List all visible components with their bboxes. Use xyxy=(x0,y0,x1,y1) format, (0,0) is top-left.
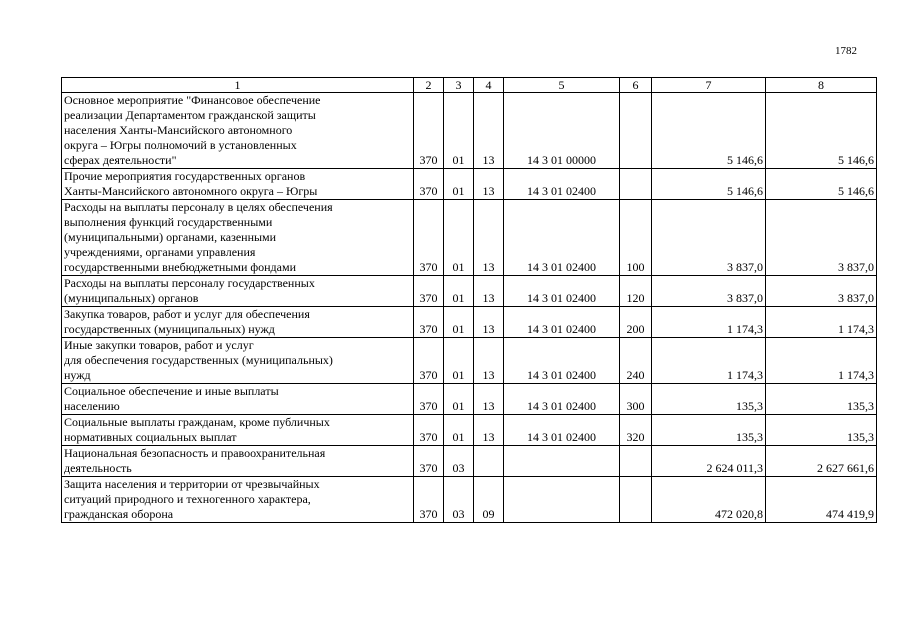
cell-amount-col8: 1 174,3 xyxy=(766,307,877,338)
cell-amount-col7: 3 837,0 xyxy=(652,200,766,276)
cell-expense-type: 300 xyxy=(620,384,652,415)
cell-section: 01 xyxy=(444,415,474,446)
row-name: Иные закупки товаров, работ и услуг для обеспечения государственных (муниципальных) нужд xyxy=(62,338,414,384)
cell-amount-col7: 472 020,8 xyxy=(652,477,766,523)
cell-section: 01 xyxy=(444,200,474,276)
cell-section: 01 xyxy=(444,93,474,169)
cell-target-article: 14 3 01 02400 xyxy=(504,338,620,384)
cell-expense-type xyxy=(620,169,652,200)
cell-subsection: 13 xyxy=(474,93,504,169)
row-name: Расходы на выплаты персоналу в целях обеспечения выполнения функций государственными (муниципальными) органами, казенными учреждениями, органами управления государственными внебюджетными фондами xyxy=(62,200,414,276)
cell-amount-col8: 135,3 xyxy=(766,384,877,415)
cell-amount-col8: 3 837,0 xyxy=(766,276,877,307)
cell-amount-col8: 5 146,6 xyxy=(766,93,877,169)
row-name: Национальная безопасность и правоохранительная деятельность xyxy=(62,446,414,477)
cell-amount-col7: 5 146,6 xyxy=(652,169,766,200)
cell-section: 01 xyxy=(444,384,474,415)
page-number: 1782 xyxy=(835,45,857,57)
cell-amount-col7: 1 174,3 xyxy=(652,307,766,338)
cell-expense-type xyxy=(620,477,652,523)
budget-table xyxy=(61,77,877,523)
table-row xyxy=(62,338,877,384)
cell-amount-col7: 5 146,6 xyxy=(652,93,766,169)
cell-subsection: 13 xyxy=(474,200,504,276)
cell-ministry: 370 xyxy=(414,446,444,477)
cell-subsection: 13 xyxy=(474,384,504,415)
col-header-3: 3 xyxy=(444,78,474,93)
cell-target-article: 14 3 01 02400 xyxy=(504,307,620,338)
cell-subsection: 13 xyxy=(474,276,504,307)
cell-ministry: 370 xyxy=(414,477,444,523)
col-header-8: 8 xyxy=(766,78,877,93)
cell-section: 03 xyxy=(444,477,474,523)
cell-amount-col8: 474 419,9 xyxy=(766,477,877,523)
header-row xyxy=(62,78,877,93)
cell-ministry: 370 xyxy=(414,169,444,200)
cell-amount-col8: 1 174,3 xyxy=(766,338,877,384)
cell-amount-col7: 3 837,0 xyxy=(652,276,766,307)
cell-expense-type: 240 xyxy=(620,338,652,384)
cell-ministry: 370 xyxy=(414,415,444,446)
cell-expense-type: 320 xyxy=(620,415,652,446)
row-name: Социальное обеспечение и иные выплаты населению xyxy=(62,384,414,415)
cell-amount-col8: 2 627 661,6 xyxy=(766,446,877,477)
cell-expense-type: 120 xyxy=(620,276,652,307)
cell-amount-col7: 2 624 011,3 xyxy=(652,446,766,477)
cell-expense-type: 200 xyxy=(620,307,652,338)
table-row xyxy=(62,415,877,446)
col-header-6: 6 xyxy=(620,78,652,93)
cell-amount-col7: 1 174,3 xyxy=(652,338,766,384)
cell-amount-col8: 3 837,0 xyxy=(766,200,877,276)
cell-expense-type xyxy=(620,446,652,477)
cell-target-article: 14 3 01 00000 xyxy=(504,93,620,169)
cell-target-article: 14 3 01 02400 xyxy=(504,169,620,200)
cell-section: 01 xyxy=(444,169,474,200)
cell-section: 01 xyxy=(444,276,474,307)
cell-target-article xyxy=(504,446,620,477)
cell-target-article: 14 3 01 02400 xyxy=(504,384,620,415)
col-header-5: 5 xyxy=(504,78,620,93)
table-row xyxy=(62,93,877,169)
cell-ministry: 370 xyxy=(414,307,444,338)
cell-target-article: 14 3 01 02400 xyxy=(504,200,620,276)
cell-ministry: 370 xyxy=(414,200,444,276)
col-header-4: 4 xyxy=(474,78,504,93)
col-header-2: 2 xyxy=(414,78,444,93)
cell-section: 01 xyxy=(444,338,474,384)
cell-target-article: 14 3 01 02400 xyxy=(504,276,620,307)
row-name: Основное мероприятие "Финансовое обеспечение реализации Департаментом гражданской защиты населения Ханты-Мансийского автономного округа – Югры полномочий в установленных сферах деятельности" xyxy=(62,93,414,169)
cell-amount-col7: 135,3 xyxy=(652,384,766,415)
cell-subsection: 09 xyxy=(474,477,504,523)
cell-expense-type: 100 xyxy=(620,200,652,276)
row-name: Прочие мероприятия государственных органов Ханты-Мансийского автономного округа – Югры xyxy=(62,169,414,200)
cell-subsection: 13 xyxy=(474,338,504,384)
col-header-1: 1 xyxy=(62,78,414,93)
row-name: Расходы на выплаты персоналу государственных (муниципальных) органов xyxy=(62,276,414,307)
cell-amount-col7: 135,3 xyxy=(652,415,766,446)
table-row xyxy=(62,169,877,200)
table-row xyxy=(62,276,877,307)
table-row xyxy=(62,446,877,477)
cell-subsection: 13 xyxy=(474,169,504,200)
col-header-7: 7 xyxy=(652,78,766,93)
row-name: Социальные выплаты гражданам, кроме публичных нормативных социальных выплат xyxy=(62,415,414,446)
cell-target-article xyxy=(504,477,620,523)
row-name: Закупка товаров, работ и услуг для обеспечения государственных (муниципальных) нужд xyxy=(62,307,414,338)
cell-ministry: 370 xyxy=(414,276,444,307)
cell-subsection xyxy=(474,446,504,477)
cell-ministry: 370 xyxy=(414,384,444,415)
cell-ministry: 370 xyxy=(414,338,444,384)
cell-amount-col8: 135,3 xyxy=(766,415,877,446)
cell-amount-col8: 5 146,6 xyxy=(766,169,877,200)
table-row xyxy=(62,477,877,523)
cell-ministry: 370 xyxy=(414,93,444,169)
cell-expense-type xyxy=(620,93,652,169)
cell-target-article: 14 3 01 02400 xyxy=(504,415,620,446)
cell-subsection: 13 xyxy=(474,415,504,446)
table-row xyxy=(62,384,877,415)
cell-section: 03 xyxy=(444,446,474,477)
cell-subsection: 13 xyxy=(474,307,504,338)
cell-section: 01 xyxy=(444,307,474,338)
row-name: Защита населения и территории от чрезвычайных ситуаций природного и техногенного характера, гражданская оборона xyxy=(62,477,414,523)
table-row xyxy=(62,307,877,338)
table-row xyxy=(62,200,877,276)
